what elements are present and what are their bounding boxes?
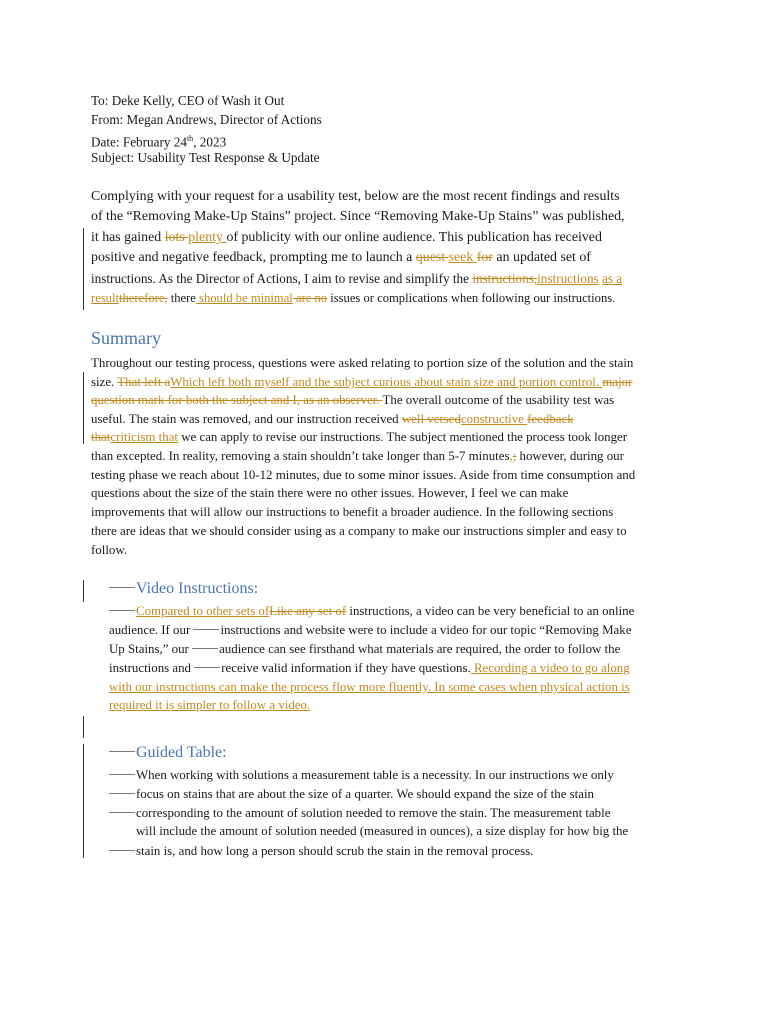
summary-line-8: questions about the size of the stain there were no other issues. However, I feel we can make xyxy=(91,486,569,500)
summary-line-2: size. That left aWhich left both myself and the subject curious about stain size and portion control. major xyxy=(91,375,633,389)
memo-subject: Subject: Usability Test Response & Update xyxy=(91,150,320,165)
video-line-1: Compared to other sets ofLike any set of instructions, a video can be very beneficial to an online xyxy=(109,602,634,620)
summary-line-9: improvements that will allow our instructions to benefit a broader audience. In the following sections xyxy=(91,505,614,519)
change-bar xyxy=(83,228,84,310)
intro-line-1: Complying with your request for a usability test, below are the most recent findings and results xyxy=(91,189,620,204)
memo-to: To: Deke Kelly, CEO of Wash it Out xyxy=(91,93,285,108)
memo-from: From: Megan Andrews, Director of Actions xyxy=(91,112,322,127)
summary-line-5: thatcriticism that we can apply to revise our instructions. The subject mentioned the process took longer xyxy=(91,430,628,444)
summary-heading: Summary xyxy=(91,328,161,348)
change-bar xyxy=(83,716,84,738)
video-line-6: required it is simpler to follow a video. xyxy=(109,698,311,712)
summary-line-6: than excepted. In reality, removing a stain shouldn’t take longer than 5-7 minutes,; however, during our xyxy=(91,449,624,463)
change-bar xyxy=(83,372,84,444)
table-line-4: will include the amount of solution needed (measured in ounces), a size display for how big the xyxy=(136,824,629,838)
table-line-2: focus on stains that are about the size of a quarter. We should expand the size of the stain xyxy=(109,785,594,803)
summary-line-3: question mark for both the subject and I, as an observer. The overall outcome of the usability test was xyxy=(91,393,615,407)
summary-line-1: Throughout our testing process, questions were asked relating to portion size of the solution and the stain xyxy=(91,356,634,370)
change-bar xyxy=(83,744,84,858)
intro-line-3: it has gained lots plenty of publicity with our online audience. This publication has received xyxy=(91,230,602,245)
table-heading: Guided Table: xyxy=(109,744,227,762)
summary-line-7: testing phase we reach about 10-12 minutes, due to some minor issues. Aside from time consumption and xyxy=(91,468,636,482)
intro-line-2: of the “Removing Make-Up Stains” project. Since “Removing Make-Up Stains” was published, xyxy=(91,209,625,224)
memo-date: Date: February 24th, 2023 xyxy=(91,134,227,150)
table-line-1: When working with solutions a measurement table is a necessity. In our instructions we only xyxy=(109,766,614,784)
video-line-4: instructions and receive valid information if they have questions. Recording a video to go along xyxy=(109,661,630,675)
video-line-2: audience. If our instructions and website were to include a video for our topic “Removing Make xyxy=(109,623,632,637)
table-line-5: stain is, and how long a person should scrub the stain in the removal process. xyxy=(109,842,533,860)
video-line-5: with our instructions can make the process flow more fluently. In some cases when physical action is xyxy=(109,680,630,694)
video-heading: Video Instructions: xyxy=(109,580,258,598)
table-line-3: corresponding to the amount of solution needed to remove the stain. The measurement table xyxy=(109,804,610,822)
summary-line-10: there are ideas that we should consider using as a company to make our instructions simpler and easy to xyxy=(91,524,627,538)
video-line-3: Up Stains,” our audience can see firsthand what materials are required, the order to follow the xyxy=(109,642,621,656)
intro-line-4: positive and negative feedback, prompting me to launch a quest seek for an updated set of xyxy=(91,250,591,265)
intro-line-5: instructions. As the Director of Actions, I aim to revise and simplify the instructions,instructions as a xyxy=(91,271,623,286)
change-bar xyxy=(83,580,84,602)
summary-line-11: follow. xyxy=(91,543,128,557)
summary-line-4: useful. The stain was removed, and our instruction received well versedconstructive feedback xyxy=(91,412,574,426)
intro-line-6: resulttherefore, there should be minimal are no issues or complications when following our instructions. xyxy=(91,291,616,305)
